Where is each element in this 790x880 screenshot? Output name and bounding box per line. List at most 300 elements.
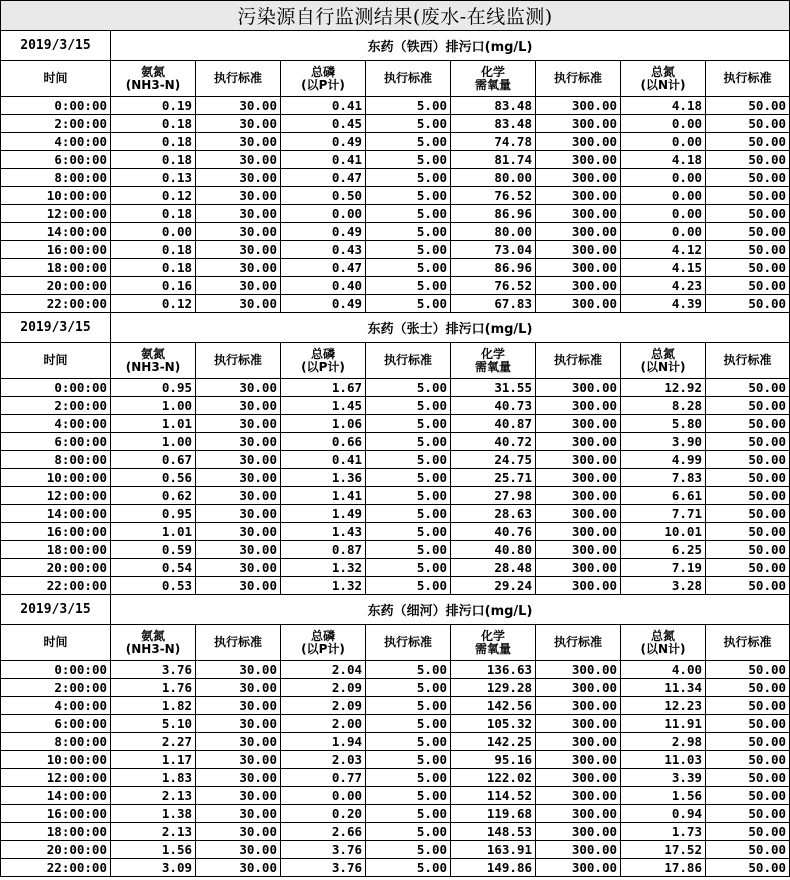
value-cell: 300.00 (536, 523, 621, 541)
value-cell: 0.87 (281, 541, 366, 559)
value-cell: 2.04 (281, 661, 366, 679)
value-cell: 5.00 (366, 787, 451, 805)
value-cell: 12.92 (621, 379, 706, 397)
value-cell: 119.68 (451, 805, 536, 823)
value-cell: 2.27 (111, 733, 196, 751)
value-cell: 300.00 (536, 769, 621, 787)
table-row (1, 505, 790, 523)
value-cell: 1.36 (281, 469, 366, 487)
time-cell: 4:00:00 (1, 415, 111, 433)
value-cell: 30.00 (196, 241, 281, 259)
value-cell: 5.00 (366, 133, 451, 151)
value-cell: 0.16 (111, 277, 196, 295)
time-cell: 22:00:00 (1, 295, 111, 313)
value-cell: 0.00 (621, 187, 706, 205)
value-cell: 2.00 (281, 715, 366, 733)
value-cell: 28.48 (451, 559, 536, 577)
table-row (1, 205, 790, 223)
column-header: 执行标准 (366, 343, 451, 379)
time-cell: 16:00:00 (1, 805, 111, 823)
value-cell: 50.00 (706, 277, 790, 295)
table-row (1, 241, 790, 259)
table-row (1, 169, 790, 187)
value-cell: 300.00 (536, 415, 621, 433)
column-header: 执行标准 (706, 343, 790, 379)
value-cell: 4.99 (621, 451, 706, 469)
value-cell: 5.00 (366, 523, 451, 541)
time-cell: 0:00:00 (1, 97, 111, 115)
column-header: 总磷 (以P计) (281, 625, 366, 661)
value-cell: 0.94 (621, 805, 706, 823)
value-cell: 122.02 (451, 769, 536, 787)
value-cell: 5.00 (366, 487, 451, 505)
value-cell: 6.25 (621, 541, 706, 559)
table-row (1, 97, 790, 115)
section-date: 2019/3/15 (1, 313, 111, 343)
value-cell: 5.00 (366, 541, 451, 559)
section-date: 2019/3/15 (1, 31, 111, 61)
value-cell: 30.00 (196, 661, 281, 679)
value-cell: 7.71 (621, 505, 706, 523)
value-cell: 5.00 (366, 379, 451, 397)
value-cell: 1.43 (281, 523, 366, 541)
value-cell: 83.48 (451, 97, 536, 115)
value-cell: 5.00 (366, 277, 451, 295)
value-cell: 0.43 (281, 241, 366, 259)
value-cell: 95.16 (451, 751, 536, 769)
value-cell: 12.23 (621, 697, 706, 715)
value-cell: 74.78 (451, 133, 536, 151)
time-cell: 14:00:00 (1, 505, 111, 523)
column-header: 总磷 (以P计) (281, 343, 366, 379)
value-cell: 30.00 (196, 859, 281, 877)
column-header: 氨氮 (NH3-N) (111, 343, 196, 379)
section-outlet-name: 东药（铁西）排污口(mg/L) (111, 31, 790, 61)
value-cell: 50.00 (706, 577, 790, 595)
column-header-row (1, 625, 790, 661)
value-cell: 30.00 (196, 823, 281, 841)
table-row (1, 115, 790, 133)
value-cell: 30.00 (196, 523, 281, 541)
value-cell: 0.77 (281, 769, 366, 787)
value-cell: 17.52 (621, 841, 706, 859)
time-cell: 16:00:00 (1, 523, 111, 541)
column-header: 执行标准 (196, 61, 281, 97)
table-row (1, 469, 790, 487)
time-cell: 8:00:00 (1, 733, 111, 751)
value-cell: 0.56 (111, 469, 196, 487)
value-cell: 50.00 (706, 205, 790, 223)
value-cell: 5.00 (366, 505, 451, 523)
value-cell: 2.09 (281, 679, 366, 697)
section-outlet-name: 东药（张士）排污口(mg/L) (111, 313, 790, 343)
column-header: 总氮 (以N计) (621, 343, 706, 379)
value-cell: 27.98 (451, 487, 536, 505)
value-cell: 0.40 (281, 277, 366, 295)
value-cell: 1.82 (111, 697, 196, 715)
value-cell: 30.00 (196, 133, 281, 151)
value-cell: 50.00 (706, 859, 790, 877)
value-cell: 30.00 (196, 397, 281, 415)
value-cell: 2.13 (111, 823, 196, 841)
value-cell: 11.91 (621, 715, 706, 733)
value-cell: 3.28 (621, 577, 706, 595)
value-cell: 11.34 (621, 679, 706, 697)
value-cell: 6.61 (621, 487, 706, 505)
value-cell: 30.00 (196, 541, 281, 559)
time-cell: 22:00:00 (1, 577, 111, 595)
section-header-row (1, 595, 790, 625)
value-cell: 50.00 (706, 469, 790, 487)
value-cell: 40.76 (451, 523, 536, 541)
time-cell: 4:00:00 (1, 697, 111, 715)
value-cell: 30.00 (196, 295, 281, 313)
column-header: 执行标准 (196, 625, 281, 661)
value-cell: 0.18 (111, 241, 196, 259)
value-cell: 1.38 (111, 805, 196, 823)
value-cell: 0.12 (111, 295, 196, 313)
value-cell: 30.00 (196, 787, 281, 805)
value-cell: 300.00 (536, 151, 621, 169)
value-cell: 31.55 (451, 379, 536, 397)
value-cell: 1.00 (111, 397, 196, 415)
value-cell: 5.00 (366, 205, 451, 223)
value-cell: 300.00 (536, 823, 621, 841)
value-cell: 5.00 (366, 805, 451, 823)
title-row (1, 1, 790, 31)
column-header: 时间 (1, 625, 111, 661)
value-cell: 73.04 (451, 241, 536, 259)
table-row (1, 661, 790, 679)
value-cell: 83.48 (451, 115, 536, 133)
value-cell: 80.00 (451, 223, 536, 241)
column-header: 化学 需氧量 (451, 61, 536, 97)
value-cell: 300.00 (536, 841, 621, 859)
column-header: 化学 需氧量 (451, 625, 536, 661)
report-title: 污染源自行监测结果(废水-在线监测) (1, 1, 790, 31)
value-cell: 11.03 (621, 751, 706, 769)
value-cell: 30.00 (196, 733, 281, 751)
value-cell: 76.52 (451, 187, 536, 205)
time-cell: 12:00:00 (1, 487, 111, 505)
table-row (1, 805, 790, 823)
value-cell: 5.10 (111, 715, 196, 733)
value-cell: 50.00 (706, 805, 790, 823)
value-cell: 114.52 (451, 787, 536, 805)
value-cell: 0.67 (111, 451, 196, 469)
value-cell: 7.19 (621, 559, 706, 577)
value-cell: 50.00 (706, 523, 790, 541)
value-cell: 5.00 (366, 577, 451, 595)
section-header-row (1, 31, 790, 61)
column-header-row (1, 61, 790, 97)
table-row (1, 259, 790, 277)
value-cell: 300.00 (536, 169, 621, 187)
value-cell: 5.00 (366, 151, 451, 169)
value-cell: 5.00 (366, 679, 451, 697)
value-cell: 50.00 (706, 295, 790, 313)
column-header: 执行标准 (706, 61, 790, 97)
time-cell: 14:00:00 (1, 223, 111, 241)
value-cell: 50.00 (706, 505, 790, 523)
value-cell: 300.00 (536, 469, 621, 487)
table-row (1, 751, 790, 769)
value-cell: 0.62 (111, 487, 196, 505)
value-cell: 30.00 (196, 679, 281, 697)
section-date: 2019/3/15 (1, 595, 111, 625)
value-cell: 5.00 (366, 697, 451, 715)
value-cell: 3.09 (111, 859, 196, 877)
value-cell: 300.00 (536, 397, 621, 415)
value-cell: 300.00 (536, 277, 621, 295)
value-cell: 2.66 (281, 823, 366, 841)
value-cell: 1.45 (281, 397, 366, 415)
time-cell: 4:00:00 (1, 133, 111, 151)
value-cell: 5.00 (366, 661, 451, 679)
value-cell: 0.47 (281, 259, 366, 277)
table-row (1, 151, 790, 169)
value-cell: 0.18 (111, 151, 196, 169)
value-cell: 5.00 (366, 397, 451, 415)
value-cell: 1.83 (111, 769, 196, 787)
column-header: 执行标准 (196, 343, 281, 379)
value-cell: 5.00 (366, 415, 451, 433)
value-cell: 30.00 (196, 433, 281, 451)
value-cell: 1.67 (281, 379, 366, 397)
value-cell: 300.00 (536, 379, 621, 397)
value-cell: 40.87 (451, 415, 536, 433)
value-cell: 5.00 (366, 295, 451, 313)
value-cell: 50.00 (706, 751, 790, 769)
value-cell: 0.00 (621, 223, 706, 241)
value-cell: 300.00 (536, 577, 621, 595)
value-cell: 300.00 (536, 205, 621, 223)
value-cell: 28.63 (451, 505, 536, 523)
value-cell: 30.00 (196, 415, 281, 433)
value-cell: 30.00 (196, 115, 281, 133)
value-cell: 3.76 (281, 859, 366, 877)
time-cell: 6:00:00 (1, 715, 111, 733)
time-cell: 22:00:00 (1, 859, 111, 877)
value-cell: 4.00 (621, 661, 706, 679)
value-cell: 5.00 (366, 751, 451, 769)
value-cell: 3.76 (111, 661, 196, 679)
value-cell: 0.95 (111, 505, 196, 523)
value-cell: 5.00 (366, 715, 451, 733)
section-outlet-name: 东药（细河）排污口(mg/L) (111, 595, 790, 625)
table-row (1, 823, 790, 841)
value-cell: 5.00 (366, 859, 451, 877)
value-cell: 5.00 (366, 451, 451, 469)
time-cell: 8:00:00 (1, 169, 111, 187)
value-cell: 300.00 (536, 787, 621, 805)
value-cell: 300.00 (536, 805, 621, 823)
value-cell: 3.76 (281, 841, 366, 859)
value-cell: 300.00 (536, 859, 621, 877)
table-row (1, 487, 790, 505)
value-cell: 5.00 (366, 223, 451, 241)
value-cell: 2.03 (281, 751, 366, 769)
time-cell: 2:00:00 (1, 679, 111, 697)
value-cell: 0.49 (281, 295, 366, 313)
value-cell: 4.18 (621, 151, 706, 169)
value-cell: 50.00 (706, 733, 790, 751)
value-cell: 300.00 (536, 679, 621, 697)
value-cell: 30.00 (196, 697, 281, 715)
value-cell: 5.00 (366, 259, 451, 277)
value-cell: 5.00 (366, 841, 451, 859)
value-cell: 50.00 (706, 451, 790, 469)
table-row (1, 277, 790, 295)
value-cell: 3.90 (621, 433, 706, 451)
value-cell: 0.18 (111, 205, 196, 223)
value-cell: 0.66 (281, 433, 366, 451)
value-cell: 80.00 (451, 169, 536, 187)
table-row (1, 697, 790, 715)
value-cell: 30.00 (196, 451, 281, 469)
value-cell: 300.00 (536, 451, 621, 469)
value-cell: 5.00 (366, 559, 451, 577)
value-cell: 300.00 (536, 715, 621, 733)
time-cell: 16:00:00 (1, 241, 111, 259)
table-row (1, 679, 790, 697)
time-cell: 6:00:00 (1, 151, 111, 169)
column-header: 总氮 (以N计) (621, 625, 706, 661)
value-cell: 0.00 (621, 169, 706, 187)
value-cell: 81.74 (451, 151, 536, 169)
section-header-row (1, 313, 790, 343)
time-cell: 10:00:00 (1, 469, 111, 487)
value-cell: 300.00 (536, 559, 621, 577)
value-cell: 30.00 (196, 223, 281, 241)
value-cell: 5.00 (366, 823, 451, 841)
column-header: 时间 (1, 61, 111, 97)
value-cell: 50.00 (706, 541, 790, 559)
column-header: 总磷 (以P计) (281, 61, 366, 97)
value-cell: 1.73 (621, 823, 706, 841)
value-cell: 2.09 (281, 697, 366, 715)
value-cell: 30.00 (196, 715, 281, 733)
value-cell: 50.00 (706, 259, 790, 277)
value-cell: 50.00 (706, 433, 790, 451)
value-cell: 0.45 (281, 115, 366, 133)
time-cell: 18:00:00 (1, 541, 111, 559)
time-cell: 20:00:00 (1, 559, 111, 577)
value-cell: 4.39 (621, 295, 706, 313)
value-cell: 1.01 (111, 415, 196, 433)
value-cell: 300.00 (536, 259, 621, 277)
table-row (1, 523, 790, 541)
value-cell: 0.41 (281, 151, 366, 169)
value-cell: 1.49 (281, 505, 366, 523)
value-cell: 1.56 (621, 787, 706, 805)
column-header: 氨氮 (NH3-N) (111, 61, 196, 97)
column-header: 执行标准 (706, 625, 790, 661)
value-cell: 300.00 (536, 661, 621, 679)
value-cell: 29.24 (451, 577, 536, 595)
value-cell: 0.41 (281, 451, 366, 469)
table-row (1, 187, 790, 205)
value-cell: 5.00 (366, 469, 451, 487)
value-cell: 1.01 (111, 523, 196, 541)
table-row (1, 859, 790, 877)
value-cell: 30.00 (196, 169, 281, 187)
value-cell: 76.52 (451, 277, 536, 295)
value-cell: 0.00 (621, 115, 706, 133)
value-cell: 1.94 (281, 733, 366, 751)
value-cell: 149.86 (451, 859, 536, 877)
value-cell: 10.01 (621, 523, 706, 541)
value-cell: 30.00 (196, 259, 281, 277)
time-cell: 20:00:00 (1, 841, 111, 859)
value-cell: 300.00 (536, 97, 621, 115)
value-cell: 50.00 (706, 379, 790, 397)
value-cell: 142.25 (451, 733, 536, 751)
value-cell: 0.49 (281, 133, 366, 151)
value-cell: 2.13 (111, 787, 196, 805)
time-cell: 10:00:00 (1, 751, 111, 769)
table-row (1, 733, 790, 751)
value-cell: 2.98 (621, 733, 706, 751)
table-row (1, 787, 790, 805)
value-cell: 7.83 (621, 469, 706, 487)
value-cell: 50.00 (706, 97, 790, 115)
value-cell: 50.00 (706, 169, 790, 187)
value-cell: 30.00 (196, 577, 281, 595)
value-cell: 50.00 (706, 115, 790, 133)
column-header: 执行标准 (536, 625, 621, 661)
value-cell: 0.41 (281, 97, 366, 115)
time-cell: 2:00:00 (1, 115, 111, 133)
value-cell: 1.32 (281, 577, 366, 595)
value-cell: 5.00 (366, 241, 451, 259)
value-cell: 86.96 (451, 259, 536, 277)
value-cell: 300.00 (536, 697, 621, 715)
column-header: 执行标准 (536, 61, 621, 97)
value-cell: 86.96 (451, 205, 536, 223)
value-cell: 4.18 (621, 97, 706, 115)
value-cell: 163.91 (451, 841, 536, 859)
value-cell: 3.39 (621, 769, 706, 787)
value-cell: 0.54 (111, 559, 196, 577)
value-cell: 0.00 (621, 205, 706, 223)
value-cell: 105.32 (451, 715, 536, 733)
value-cell: 1.56 (111, 841, 196, 859)
table-row (1, 223, 790, 241)
column-header: 执行标准 (536, 343, 621, 379)
time-cell: 8:00:00 (1, 451, 111, 469)
value-cell: 1.76 (111, 679, 196, 697)
value-cell: 0.49 (281, 223, 366, 241)
value-cell: 300.00 (536, 115, 621, 133)
table-row (1, 451, 790, 469)
table-row (1, 715, 790, 733)
value-cell: 50.00 (706, 715, 790, 733)
value-cell: 30.00 (196, 379, 281, 397)
table-row (1, 397, 790, 415)
value-cell: 1.41 (281, 487, 366, 505)
value-cell: 30.00 (196, 277, 281, 295)
value-cell: 300.00 (536, 541, 621, 559)
value-cell: 1.32 (281, 559, 366, 577)
value-cell: 0.12 (111, 187, 196, 205)
value-cell: 30.00 (196, 205, 281, 223)
table-row (1, 433, 790, 451)
value-cell: 0.00 (111, 223, 196, 241)
value-cell: 40.72 (451, 433, 536, 451)
value-cell: 50.00 (706, 769, 790, 787)
value-cell: 4.12 (621, 241, 706, 259)
